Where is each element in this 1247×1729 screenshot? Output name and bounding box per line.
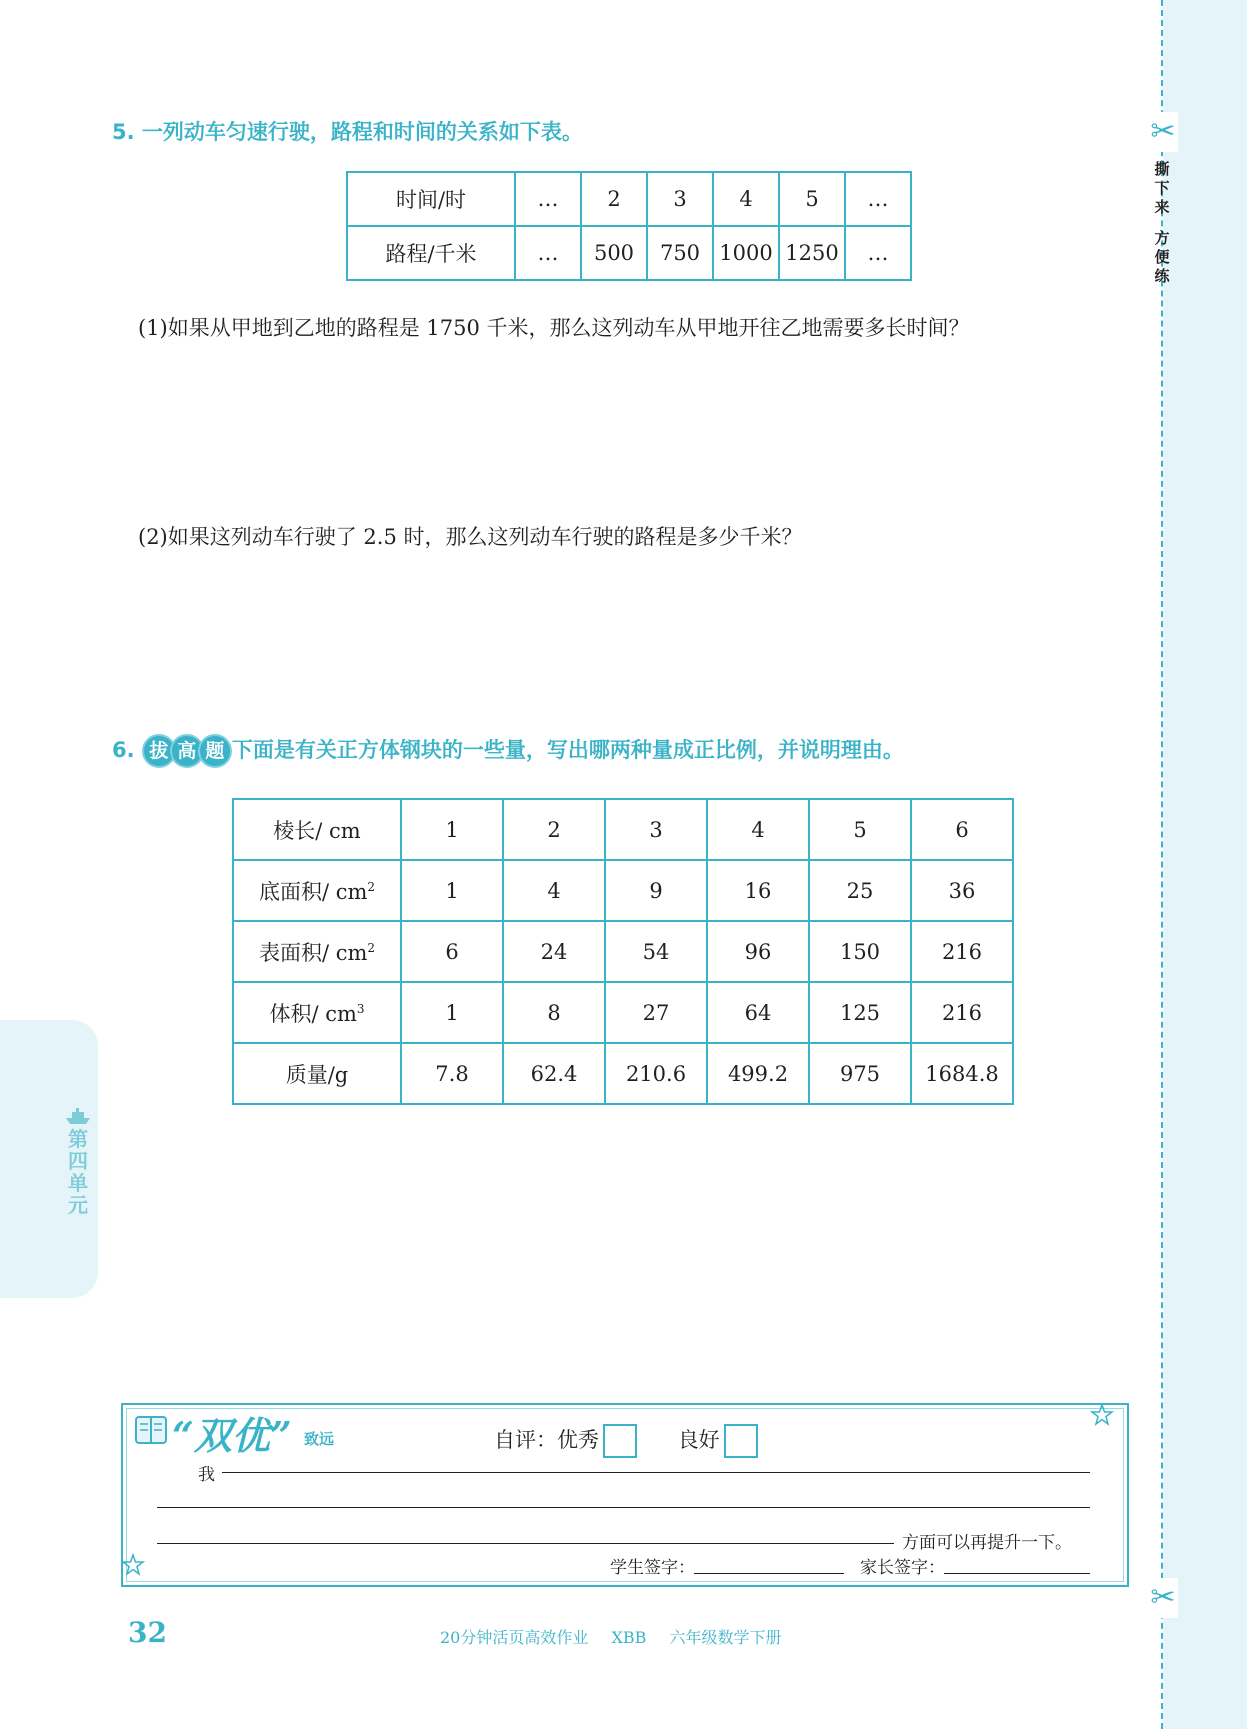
table-cell: 150: [809, 921, 911, 982]
question-number: 5: [112, 120, 127, 144]
table-cell: 216: [911, 982, 1013, 1043]
table-cell: 96: [707, 921, 809, 982]
scissors-icon: ✂: [1148, 1578, 1178, 1618]
table-cell: 27: [605, 982, 707, 1043]
table-cell: 1684.8: [911, 1043, 1013, 1104]
table-cell: 4: [503, 860, 605, 921]
challenge-badge: 拔 高 题: [142, 734, 226, 768]
table-row: [233, 921, 1013, 982]
table-cell: 8: [503, 982, 605, 1043]
table-cell: 125: [809, 982, 911, 1043]
table-cell: 62.4: [503, 1043, 605, 1104]
table-cell: 6: [911, 799, 1013, 860]
table-cell: 36: [911, 860, 1013, 921]
book-icon: [133, 1412, 169, 1448]
table-cell: 3: [647, 172, 713, 226]
good-label: 良好: [677, 1428, 720, 1452]
series-name: 20分钟活页高效作业: [440, 1628, 589, 1647]
table-row: [233, 860, 1013, 921]
evaluation-subtitle: 致远: [304, 1430, 335, 1448]
ship-icon: [64, 1106, 92, 1126]
table-cell: 1: [401, 860, 503, 921]
table-cell: …: [515, 172, 581, 226]
student-sign-label: 学生签字：: [610, 1558, 695, 1578]
table-cell: 750: [647, 226, 713, 280]
table-cell: 975: [809, 1043, 911, 1104]
table-row: [233, 799, 1013, 860]
table-row: [233, 982, 1013, 1043]
sub-question-1: (1)如果从甲地到乙地的路程是 1750 千米，那么这列动车从甲地开往乙地需要多长时间？: [138, 316, 970, 340]
speed-time-table: [346, 171, 912, 281]
answer-line[interactable]: [157, 1507, 1090, 1508]
table-row: [233, 1043, 1013, 1104]
row-header: 表面积/ $cm^2$: [233, 921, 401, 982]
table-cell: 9: [605, 860, 707, 921]
table-row: [347, 226, 911, 280]
question-6-heading: 6. 拔 高 题 下面是有关正方体钢块的一些量，写出哪两种量成正比例，并说明理由。: [112, 734, 904, 768]
question-5-heading: 5. 一列动车匀速行驶，路程和时间的关系如下表。: [112, 120, 583, 144]
table-cell: 6: [401, 921, 503, 982]
table-cell: 24: [503, 921, 605, 982]
table-cell: 499.2: [707, 1043, 809, 1104]
row-header: 底面积/ $cm^2$: [233, 860, 401, 921]
star-icon: [121, 1552, 157, 1582]
table-cell: 2: [581, 172, 647, 226]
improve-text: 方面可以再提升一下。: [902, 1533, 1072, 1553]
footer: [440, 1625, 799, 1648]
tear-off-strip: [1163, 0, 1247, 1729]
question-prompt: 一列动车匀速行驶，路程和时间的关系如下表。: [141, 120, 583, 144]
table-cell: …: [845, 226, 911, 280]
unit-label: 第 四 单 元: [68, 1127, 88, 1217]
table-cell: 4: [713, 172, 779, 226]
table-cell: 7.8: [401, 1043, 503, 1104]
question-number: 6: [112, 738, 127, 762]
page-number: 32: [128, 1616, 167, 1649]
scissors-icon: ✂: [1148, 112, 1178, 152]
sub-question-2: (2)如果这列动车行驶了 2.5 时，那么这列动车行驶的路程是多少千米？: [138, 525, 803, 549]
good-checkbox[interactable]: [724, 1424, 758, 1458]
table-cell: 216: [911, 921, 1013, 982]
excellent-checkbox[interactable]: [603, 1424, 637, 1458]
answer-line[interactable]: [222, 1472, 1090, 1473]
evaluation-title: “双优”: [172, 1413, 292, 1458]
question-prompt: 下面是有关正方体钢块的一些量，写出哪两种量成正比例，并说明理由。: [231, 738, 904, 762]
table-cell: 5: [809, 799, 911, 860]
answer-line[interactable]: [157, 1543, 894, 1544]
row-header: 质量/g: [233, 1043, 401, 1104]
table-row: [347, 172, 911, 226]
self-eval-label: 自评：优秀: [494, 1428, 599, 1452]
table-cell: 5: [779, 172, 845, 226]
parent-sign-label: 家长签字：: [860, 1558, 945, 1578]
cube-steel-table: [232, 798, 1014, 1105]
student-sign-line[interactable]: [694, 1573, 844, 1574]
star-icon: [1090, 1402, 1120, 1432]
edition-code: XBB: [611, 1628, 647, 1647]
table-cell: 16: [707, 860, 809, 921]
row-header: 棱长/ cm: [233, 799, 401, 860]
parent-sign-line[interactable]: [944, 1573, 1090, 1574]
table-cell: …: [845, 172, 911, 226]
table-cell: 54: [605, 921, 707, 982]
tear-off-label: 撕 下 来 方 便 练: [1154, 160, 1170, 285]
table-cell: 3: [605, 799, 707, 860]
me-label: 我: [198, 1465, 215, 1485]
table-cell: 1250: [779, 226, 845, 280]
table-cell: 500: [581, 226, 647, 280]
book-title: 六年级数学下册: [669, 1628, 782, 1647]
table-cell: 4: [707, 799, 809, 860]
table-cell: 64: [707, 982, 809, 1043]
table-cell: 2: [503, 799, 605, 860]
table-cell: 210.6: [605, 1043, 707, 1104]
row-header: 路程/千米: [347, 226, 515, 280]
table-cell: 1000: [713, 226, 779, 280]
row-header: 体积/ $cm^3$: [233, 982, 401, 1043]
table-cell: …: [515, 226, 581, 280]
table-cell: 25: [809, 860, 911, 921]
table-cell: 1: [401, 982, 503, 1043]
table-cell: 1: [401, 799, 503, 860]
self-evaluation: [494, 1424, 758, 1458]
row-header: 时间/时: [347, 172, 515, 226]
